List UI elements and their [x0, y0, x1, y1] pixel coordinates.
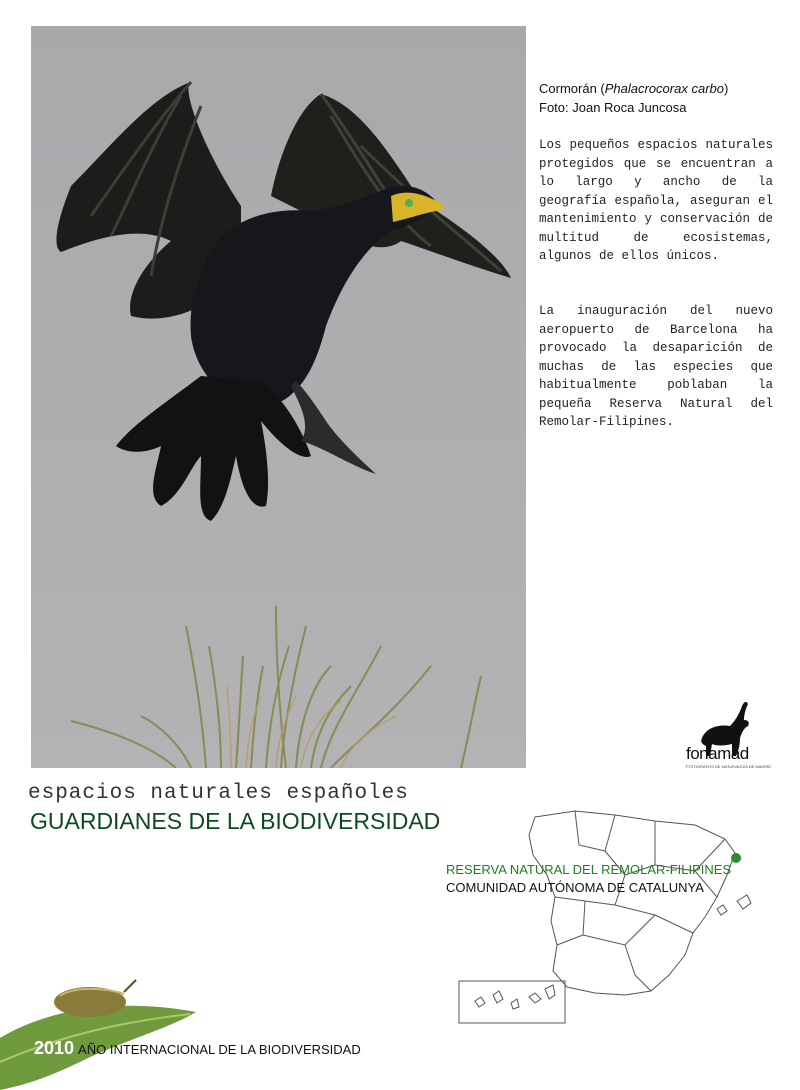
footer-line [34, 1038, 361, 1059]
logo-tagline: FOTOGRAFOS DE NATURALEZA DE MADRID [686, 764, 772, 769]
leaf-beetle-illustration [0, 972, 200, 1090]
species-scientific-name: Phalacrocorax carbo [604, 81, 724, 96]
cormorant-illustration [31, 26, 526, 768]
photo-caption [539, 79, 774, 117]
cormorant-photo [31, 26, 526, 768]
species-common-prefix: Cormorán ( [539, 81, 605, 96]
photo-credit: Foto: Joan Roca Juncosa [539, 100, 687, 115]
species-suffix: ) [723, 81, 729, 96]
footer-text: AÑO INTERNACIONAL DE LA BIODIVERSIDAD [78, 1042, 361, 1057]
reserve-name: RESERVA NATURAL DEL REMOLAR-FILIPINES [446, 862, 732, 877]
spain-map [455, 805, 775, 1027]
autonomous-community: COMUNIDAD AUTÓNOMA DE CATALUNYA [446, 880, 704, 895]
species-name [539, 79, 774, 98]
page-title: GUARDIANES DE LA BIODIVERSIDAD [30, 808, 441, 834]
subtitle: espacios naturales españoles [28, 782, 409, 805]
logo-wordmark: fonamad [686, 744, 749, 763]
footer-year: 2010 [34, 1038, 75, 1058]
reserve-location-marker [731, 853, 741, 863]
paragraph-airport: La inauguración del nuevo aeropuerto de Barcelona ha provocado la desaparición de muchas de las especies que habitualmente poblaban la pequeña Reserva Natural del Remolar-Filipines. [539, 304, 773, 429]
paragraph-protected-spaces: Los pequeños espacios naturales protegidos que se encuentran a lo largo y ancho de la geografía española, aseguran el mantenimiento y conservación de multitud de ecosistemas, algunos de ellos únicos. [539, 138, 773, 263]
